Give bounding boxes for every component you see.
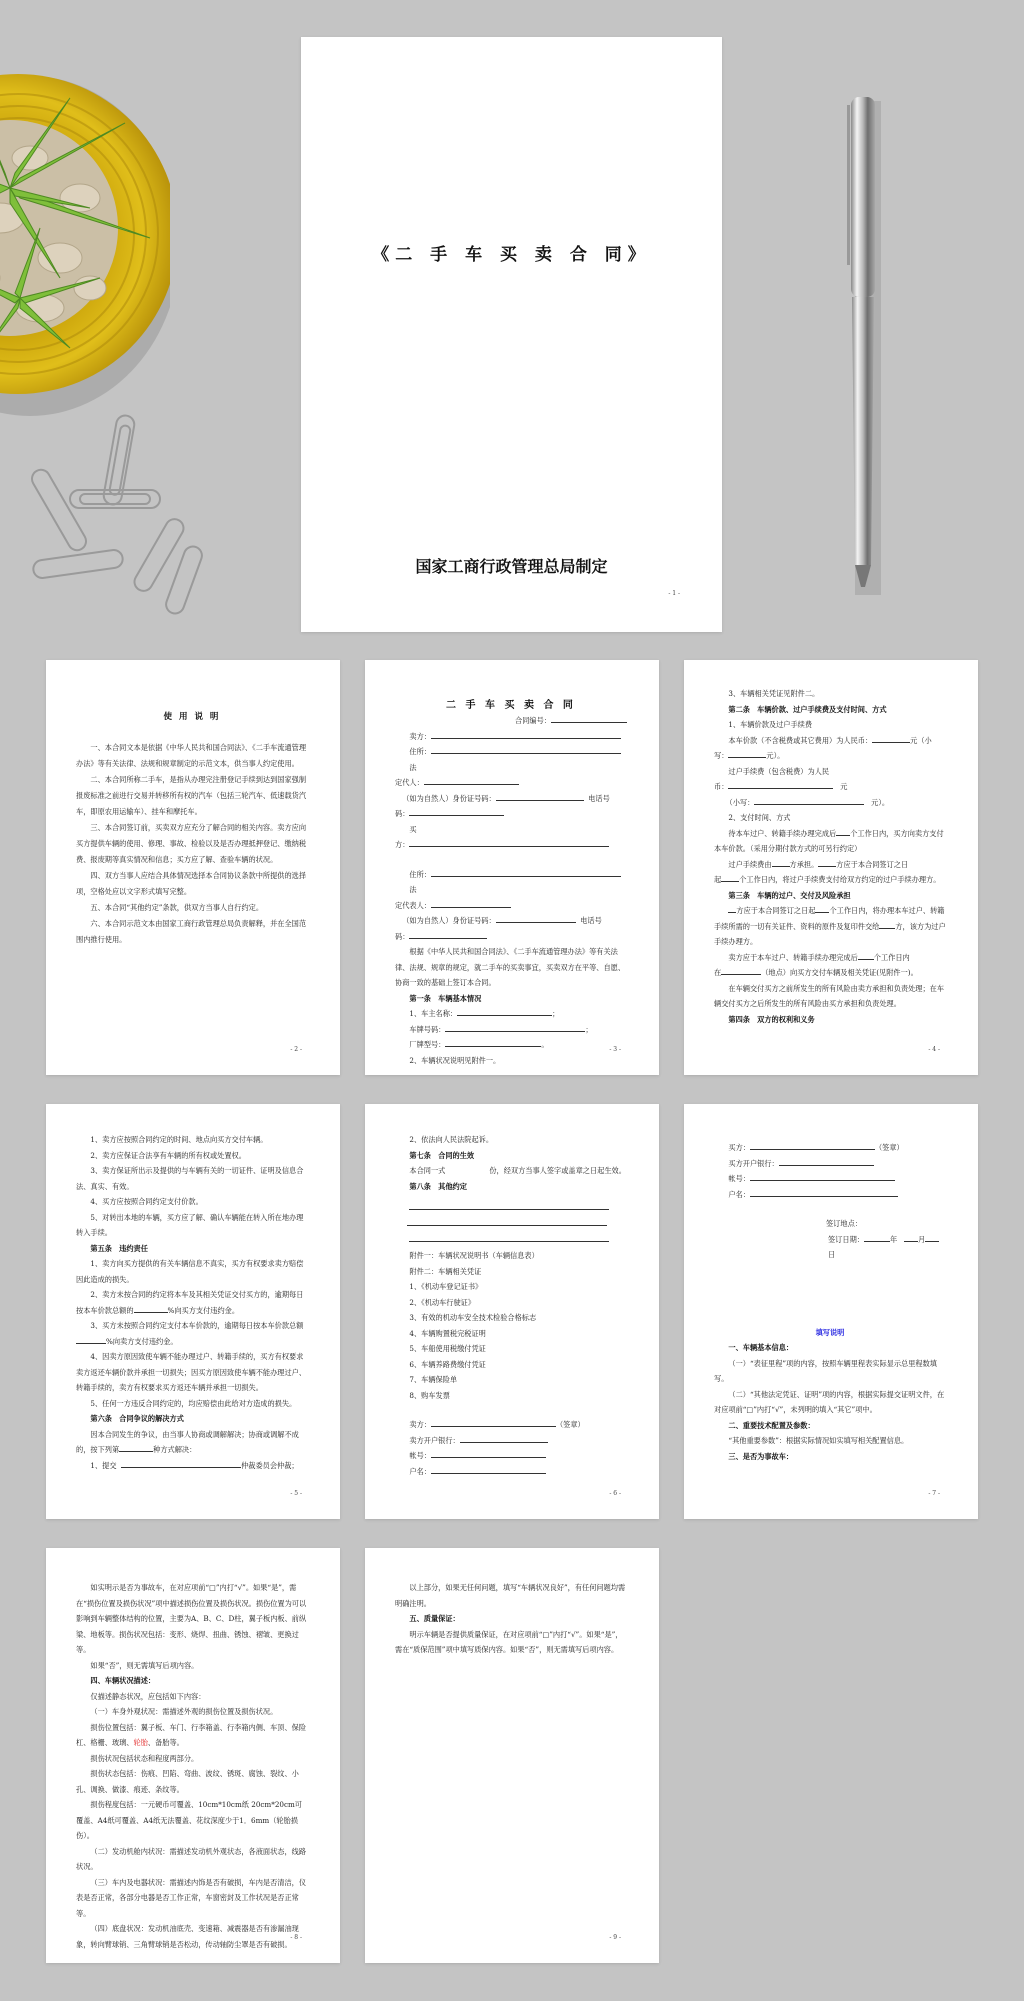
- seller-account-name-field[interactable]: [431, 1464, 546, 1474]
- account-name-label: 户名：: [728, 1189, 750, 1199]
- annex-2: 附件二：车辆相关凭证: [409, 1266, 482, 1276]
- text-fragment: 码：: [395, 931, 410, 941]
- breach-item: 4、因卖方原因致使车辆不能办理过户、转籍手续的，买方有权要求卖方返还车辆价款并承担一切损失；因买方原因致使车辆不能办理过户、转籍手续的，卖方有权要求买方返还车辆并承担一切损失。: [76, 1352, 307, 1392]
- seller-phone-field[interactable]: [409, 806, 504, 816]
- fee-small-field[interactable]: [754, 795, 864, 805]
- price-small-field[interactable]: [728, 748, 766, 758]
- fee-days-field[interactable]: [721, 872, 739, 882]
- article-2-heading: 第二条 车辆价款、过户手续费及支付时间、方式: [728, 704, 887, 714]
- text-fragment: 法: [409, 762, 417, 772]
- text-fragment: 年: [889, 1234, 898, 1244]
- description-paragraph: 损伤程度包括：一元硬币可覆盖、10cm*10cm纸 20cm*20cm可覆盖、A4纸可覆盖、A4纸无法覆盖、花纹深度少于1．6mm（轮胎损伤）。: [76, 1800, 302, 1840]
- annex-item: 3、有效的机动车安全技术检验合格标志: [409, 1313, 537, 1322]
- buyer-bank-field[interactable]: [779, 1156, 874, 1166]
- seller-legal-rep-field[interactable]: [424, 775, 519, 785]
- text-fragment: 在: [714, 968, 722, 977]
- page-annexes: [365, 1104, 659, 1519]
- buyer-sign-field[interactable]: [750, 1140, 875, 1150]
- pen-icon: [845, 95, 881, 595]
- contract-title: 二 手 车 买 卖 合 同: [446, 700, 576, 711]
- page-number: - 8 -: [290, 1934, 302, 1941]
- description-paragraph: 如果“否”，则无需填写后项内容。: [90, 1660, 199, 1670]
- seller-bank-field[interactable]: [460, 1433, 548, 1443]
- obligation-item: 2、卖方应保证合法享有车辆的所有权或处置权。: [90, 1150, 246, 1160]
- page-number: - 4 -: [928, 1046, 940, 1053]
- article-5-heading: 第五条 违约责任: [90, 1243, 148, 1253]
- deliver-place-field[interactable]: [721, 965, 761, 975]
- buyer-address-field[interactable]: [431, 867, 621, 877]
- seller-penalty-rate-field[interactable]: [134, 1303, 168, 1313]
- owner-field[interactable]: [457, 1006, 552, 1016]
- fee-party-field[interactable]: [818, 857, 836, 867]
- buyer-field[interactable]: [409, 837, 609, 847]
- legal-rep-label: 定代人：: [395, 778, 424, 787]
- potted-plant-icon: [0, 48, 170, 428]
- model-field[interactable]: [445, 1037, 541, 1047]
- page-condition-description: [46, 1548, 340, 1963]
- obligation-item: 5、对转出本地的车辆，买方应了解、确认车辆能在转入所在地办理转入手续。: [76, 1212, 304, 1237]
- annex-item: 6、车辆养路费缴付凭证: [409, 1359, 486, 1369]
- model-label: 厂牌型号：: [409, 1040, 446, 1049]
- annex-1: 附件一：车辆状况说明书（车辆信息表）: [409, 1251, 539, 1260]
- breach-item: 1、卖方向买方提供的有关车辆信息不真实，买方有权要求卖方赔偿因此造成的损失。: [76, 1259, 304, 1284]
- text-fragment: 份，经双方当事人签字或盖章之日起生效。: [489, 1166, 626, 1175]
- article-8-heading: 第八条 其他约定: [409, 1181, 467, 1191]
- usage-paragraph: 三、本合同签订前，买卖双方应充分了解合同的相关内容。卖方应向买方提供车辆的使用、修理、事故、检验以及是否办理抵押登记、缴纳税费、报废期等真实情况和信息；买方应了解、查验车辆的状况。: [76, 823, 307, 864]
- text-fragment: 方：: [395, 840, 410, 849]
- court-item: 2、依法向人民法院起诉。: [409, 1135, 494, 1144]
- page-signature-instructions: [684, 1104, 978, 1519]
- dispute-option-field[interactable]: [119, 1442, 153, 1452]
- paper-clips-icon: [25, 405, 205, 615]
- text-fragment: 币：: [714, 782, 729, 791]
- article-1-heading: 第一条 车辆基本情况: [409, 993, 482, 1003]
- id-label: （如为自然人）身份证号码：: [402, 793, 496, 803]
- text-fragment: 3、买方未按照合同约定支付本车价款的，逾期每日按本车价款总额: [90, 1321, 304, 1330]
- text-fragment: 方应于本合同签订之日: [836, 859, 909, 869]
- section-paragraph: “其他重要参数”：根据实际情况如实填写相关配置信息。: [728, 1436, 909, 1445]
- description-paragraph: （四）底盘状况：发动机油底壳、变速箱、减震器是否有渗漏油现象，转向臂球销、三角臂球销是否松动，传动轴防尘罩是否有破损。: [76, 1924, 299, 1949]
- page-obligations: [46, 1104, 340, 1519]
- annex-item: 8、购车发票: [409, 1390, 450, 1400]
- article-7-heading: 第七条 合同的生效: [409, 1150, 475, 1160]
- fill-instructions-title: 填写说明: [815, 1327, 845, 1337]
- seller-id-field[interactable]: [496, 791, 584, 801]
- cover-issuer: 国家工商行政管理总局制定: [415, 557, 608, 576]
- text-fragment: 本车价款。（采用分期付款方式的可另行约定）: [714, 844, 862, 853]
- highlighted-term: 轮胎: [133, 1738, 148, 1747]
- seal-label: （签章）: [555, 1420, 585, 1429]
- account-label: 帐号：: [728, 1174, 750, 1183]
- buyer-id-field[interactable]: [496, 913, 576, 923]
- description-paragraph: （三）车内及电器状况：需描述内饰是否有破损，车内是否清洁，仪表是否正常，各部分电器是否工作正常，车窗密封及工作状况是否正常等。: [76, 1877, 307, 1918]
- address-label: 住所：: [409, 747, 431, 756]
- text-fragment: 日: [828, 1250, 836, 1259]
- page-number: - 7 -: [928, 1490, 940, 1497]
- text-fragment: 1、提交: [90, 1460, 117, 1470]
- other-terms-line[interactable]: [409, 1208, 609, 1210]
- seller-sign-label: 卖方：: [409, 1420, 431, 1429]
- annex-item: 5、车船使用税缴付凭证: [409, 1344, 486, 1353]
- text-fragment: 待本车过户、转籍手续办理完成后: [728, 828, 837, 838]
- text-fragment: 方承担。: [789, 859, 819, 869]
- owner-label: 1、车主名称：: [409, 1009, 458, 1018]
- article-4-heading: 第四条 双方的权利和义务: [728, 1014, 815, 1024]
- text-fragment: 2、卖方未按合同的约定将本车及其相关凭证交付买方的，逾期每日按本车价款总额的: [76, 1290, 304, 1315]
- text-fragment: %向买方支付违约金。: [167, 1305, 240, 1315]
- description-paragraph: 以上部分，如果无任何问题，填写“车辆状况良好”，有任何问题均需明确注明。: [395, 1583, 626, 1608]
- usage-paragraph: 一、本合同文本是依据《中华人民共和国合同法》、《二手车流通管理办法》等有关法律、法规和规章制定的示范文本，供当事人约定使用。: [76, 743, 307, 768]
- page-number: - 2 -: [290, 1046, 302, 1053]
- text-fragment: 个工作日内，买方向卖方支付: [850, 828, 944, 838]
- account-name-label: 户名：: [409, 1466, 431, 1476]
- usage-paragraph: 四、双方当事人应结合具体情况选择本合同协议条款中所提供的选择项，空格处应以文字形式填写完整。: [76, 871, 307, 896]
- seller-account-field[interactable]: [431, 1448, 546, 1458]
- buyer-sign-label: 买方：: [728, 1143, 750, 1152]
- address-label: 住所：: [409, 869, 431, 879]
- seller-address-field[interactable]: [431, 744, 621, 754]
- description-paragraph: 损伤状态包括：伤痕、凹陷、弯曲、波纹、锈斑、腐蚀、裂纹、小孔、调换、做漆、痕迹、条纹等。: [76, 1769, 299, 1794]
- buyer-label: 买: [409, 824, 417, 834]
- description-paragraph: 损伤状况包括状态和程度两部分。: [90, 1753, 199, 1763]
- arbitration-field[interactable]: [121, 1458, 241, 1468]
- sign-date-label: 签订日期：: [828, 1234, 864, 1244]
- page-price-transfer: [684, 660, 978, 1075]
- page-contract-parties: 二 手 车 买 卖 合 同 合同编号： 卖方： 住所： 法 定代人： （如为自然人）身份证号码： 电话号 码： 买 方： 住所： 法 定代表人： （如为自然人）身份证号码： 电话号 码： 根据《中华人民共和国合同法》、《二手车流通管理办法》等有关法律、法规、规章的规定，就二手车的买卖事宜，买卖双方在平等、自愿、协商一致的基础上签订本合同。 第一条 车辆基本情况 1、车主名称： ； 车牌号码： ； 厂牌型号： 。 2、车辆状况说明见附件一。 - 3 -: [365, 660, 659, 1075]
- text-fragment: 个工作日内，将过户手续费支付给双方约定的过户手续办理方。: [739, 875, 941, 884]
- id-label: （如为自然人）身份证号码：: [402, 916, 496, 925]
- text-fragment: 因本合同发生的争议，由当事人协商或调解解决；协商或调解不成的，按下列第: [76, 1429, 299, 1454]
- page-number: - 6 -: [609, 1490, 621, 1497]
- text-fragment: （地点）向买方交付车辆及相关凭证(见附件一)。: [761, 968, 918, 977]
- description-paragraph: （一）车身外观状况：需描述外观的损伤位置及损伤状况。: [90, 1707, 278, 1716]
- section-4-heading: 四、车辆状况描述：: [90, 1676, 156, 1685]
- sign-place-label: 签订地点：: [826, 1219, 862, 1228]
- usage-paragraph: 二、本合同所称二手车，是指从办理完注册登记手续到达到国家强制报废标准之前进行交易并转移所有权的汽车（包括三轮汽车、低速载货汽车，即原农用运输车）、挂车和摩托车。: [76, 775, 307, 816]
- other-terms-line[interactable]: [407, 1224, 607, 1226]
- annex-item: 4、车辆购置税完税证明: [409, 1328, 486, 1338]
- annex-item: 2、《机动车行驶证》: [409, 1297, 476, 1307]
- plate-field[interactable]: [445, 1022, 585, 1032]
- transfer-to-field[interactable]: [879, 919, 895, 929]
- seller-field[interactable]: [431, 729, 621, 739]
- description-paragraph: 如实明示是否为事故车，在对应项前“□”内打“√”。如果“是”，需在“损伤位置及损伤状况”项中描述损伤位置及损伤状况。损伤位置为可以影响到车辆整体结构的位置，主要为A、B、C、D柱，翼子板内板、前纵梁、地板等。损伤状况包括：变形、烧焊、扭曲、锈蚀、褶皱、更换过等。: [76, 1583, 307, 1654]
- buyer-legal-rep-field[interactable]: [431, 898, 511, 908]
- text-fragment: 月: [918, 1234, 926, 1244]
- item-3: 3、车辆相关凭证见附件二。: [728, 689, 820, 698]
- annex-item: 7、车辆保险单: [409, 1375, 458, 1384]
- preamble: 根据《中华人民共和国合同法》、《二手车流通管理办法》等有关法律、法规、规章的规定，就二手车的买卖事宜，买卖双方在平等、自愿、协商一致的基础上签订本合同。: [395, 947, 626, 987]
- seller-bank-label: 卖方开户银行：: [409, 1435, 460, 1445]
- text-fragment: 本合同一式: [409, 1166, 446, 1175]
- seller-label: 卖方：: [409, 731, 431, 741]
- text-fragment: 方，该方为过户手续办理方。: [714, 921, 946, 946]
- sign-year-field[interactable]: [864, 1232, 890, 1242]
- buyer-penalty-rate-field[interactable]: [76, 1334, 106, 1344]
- text-fragment: （小写：: [725, 797, 755, 807]
- section-2-heading: 二、重要技术配置及参数：: [728, 1420, 815, 1430]
- section-5-heading: 五、质量保证：: [409, 1614, 460, 1623]
- status-item: 2、车辆状况说明见附件一。: [409, 1055, 501, 1065]
- text-fragment: 过户手续费由: [728, 859, 772, 869]
- usage-paragraph: 五、本合同“其他约定”条款，供双方当事人自行约定。: [90, 903, 264, 912]
- section-1-heading: 一、车辆基本信息：: [728, 1343, 794, 1352]
- sign-day-field[interactable]: [925, 1232, 939, 1242]
- obligation-item: 1、卖方应按照合同约定的时间、地点向买方交付车辆。: [90, 1135, 268, 1144]
- text-fragment: 仲裁委员会仲裁；: [241, 1460, 299, 1470]
- buyer-bank-label: 买方开户银行：: [728, 1158, 779, 1168]
- text-fragment: 方应于本合同签订之日起: [736, 906, 816, 915]
- contract-no-label: 合同编号：: [515, 716, 551, 725]
- text-fragment: 元）。: [871, 797, 890, 807]
- payment-heading: 2、支付时间、方式: [728, 813, 791, 822]
- buyer-account-field[interactable]: [750, 1171, 895, 1181]
- page-number: - 9 -: [609, 1934, 621, 1941]
- page-quality-guarantee: [365, 1548, 659, 1963]
- description-paragraph: 明示车辆是否提供质量保证，在对应项前“□”内打“√”。如果“是”，需在“质保范围”项中填写质保内容。如果“否”，则无需填写后项内容。: [395, 1629, 623, 1654]
- cover-page: [301, 37, 722, 632]
- seller-sign-field[interactable]: [431, 1417, 556, 1427]
- plate-label: 车牌号码：: [409, 1024, 446, 1034]
- text-fragment: 卖方应于本车过户、转籍手续办理完成后: [728, 952, 858, 962]
- usage-paragraph: 六、本合同示范文本由国家工商行政管理总局负责解释，并在全国范围内推行使用。: [76, 919, 307, 944]
- pay-days-field[interactable]: [836, 826, 850, 836]
- phone-label: 电话号: [580, 916, 602, 925]
- article-6-heading: 第六条 合同争议的解决方式: [90, 1414, 184, 1423]
- deliver-days-field[interactable]: [858, 950, 874, 960]
- buyer-phone-field[interactable]: [409, 929, 487, 939]
- text-fragment: 法: [409, 885, 417, 894]
- account-label: 帐号：: [409, 1451, 431, 1460]
- text-fragment: 起: [714, 875, 722, 884]
- fee-field[interactable]: [728, 779, 833, 789]
- section-3-heading: 三、是否为事故车：: [728, 1451, 794, 1461]
- article-3-heading: 第三条 车辆的过户、交付及风险承担: [728, 890, 851, 900]
- price-field[interactable]: [872, 733, 910, 743]
- obligation-item: 3、卖方保证所出示及提供的与车辆有关的一切证件、证明及信息合法、真实、有效。: [76, 1166, 304, 1191]
- text-fragment: 种方式解决：: [153, 1445, 197, 1454]
- text-fragment: 、备胎等。: [147, 1738, 184, 1747]
- page-usage-notes: [46, 660, 340, 1075]
- section-paragraph: （二）“其他法定凭证、证明”项的内容，根据实际提交证明文件，在对应项前“□”内打“√”，未列明的填入“其它”项中。: [714, 1389, 945, 1414]
- text-fragment: 个工作日内，将办理本车过户、转籍手续所需的一切有关证件、资料的原件及复印件交给: [714, 906, 945, 931]
- buyer-account-name-field[interactable]: [750, 1187, 898, 1197]
- seal-label: （签章）: [874, 1143, 904, 1152]
- page-number: - 5 -: [290, 1490, 302, 1497]
- fee-payer-field[interactable]: [772, 857, 790, 867]
- text-fragment: %向卖方支付违约金。: [106, 1336, 178, 1346]
- description-paragraph: 仅描述静态状况，应包括如下内容：: [90, 1691, 206, 1701]
- obligation-item: 4、买方应按照合同约定支付价款。: [90, 1197, 203, 1206]
- transfer-days-field[interactable]: [815, 903, 829, 913]
- page-number: - 3 -: [609, 1046, 621, 1053]
- price-heading: 1、车辆价款及过户手续费: [728, 720, 813, 729]
- usage-title: 使 用 说 明: [163, 712, 221, 722]
- legal-rep-label: 定代表人：: [395, 900, 431, 910]
- text-fragment: 写：: [714, 751, 729, 760]
- text-fragment: 损伤位置包括：翼子板、车门、行李箱盖、行李箱内侧、车顶、保险杠、格栅、玻璃、: [76, 1722, 307, 1747]
- text-fragment: 个工作日内: [873, 952, 910, 962]
- contract-no-field[interactable]: [551, 713, 627, 723]
- text-fragment: 元（小: [910, 735, 932, 745]
- page-number: - 1 -: [668, 590, 680, 597]
- description-paragraph: （二）发动机舱内状况：需描述发动机外观状态，各液面状态，线路状况。: [76, 1846, 307, 1871]
- sign-month-field[interactable]: [904, 1232, 918, 1242]
- breach-item: 5、任何一方违反合同约定的，均应赔偿由此给对方造成的损失。: [90, 1398, 297, 1408]
- section-paragraph: （一）“表征里程”项的内容，按照车辆里程表实际显示总里程数填写。: [714, 1358, 937, 1383]
- risk-paragraph: 在车辆交付买方之前所发生的所有风险由卖方承担和负责处理；在车辆交付买方之后所发生的所有风险由买方承担和负责处理。: [714, 983, 945, 1008]
- text-fragment: 码：: [395, 809, 410, 818]
- cover-title: 《二 手 车 买 卖 合 同》: [372, 245, 651, 265]
- text-fragment: 元）。: [766, 751, 785, 760]
- phone-label: 电话号: [588, 793, 610, 803]
- text-fragment: 过户手续费（包含税费）为人民: [728, 766, 830, 776]
- text-fragment: 元: [840, 782, 848, 791]
- annex-item: 1、《机动车登记证书》: [409, 1282, 483, 1291]
- text-fragment: 本车价款（不含税费或其它费用）为人民币：: [728, 735, 873, 745]
